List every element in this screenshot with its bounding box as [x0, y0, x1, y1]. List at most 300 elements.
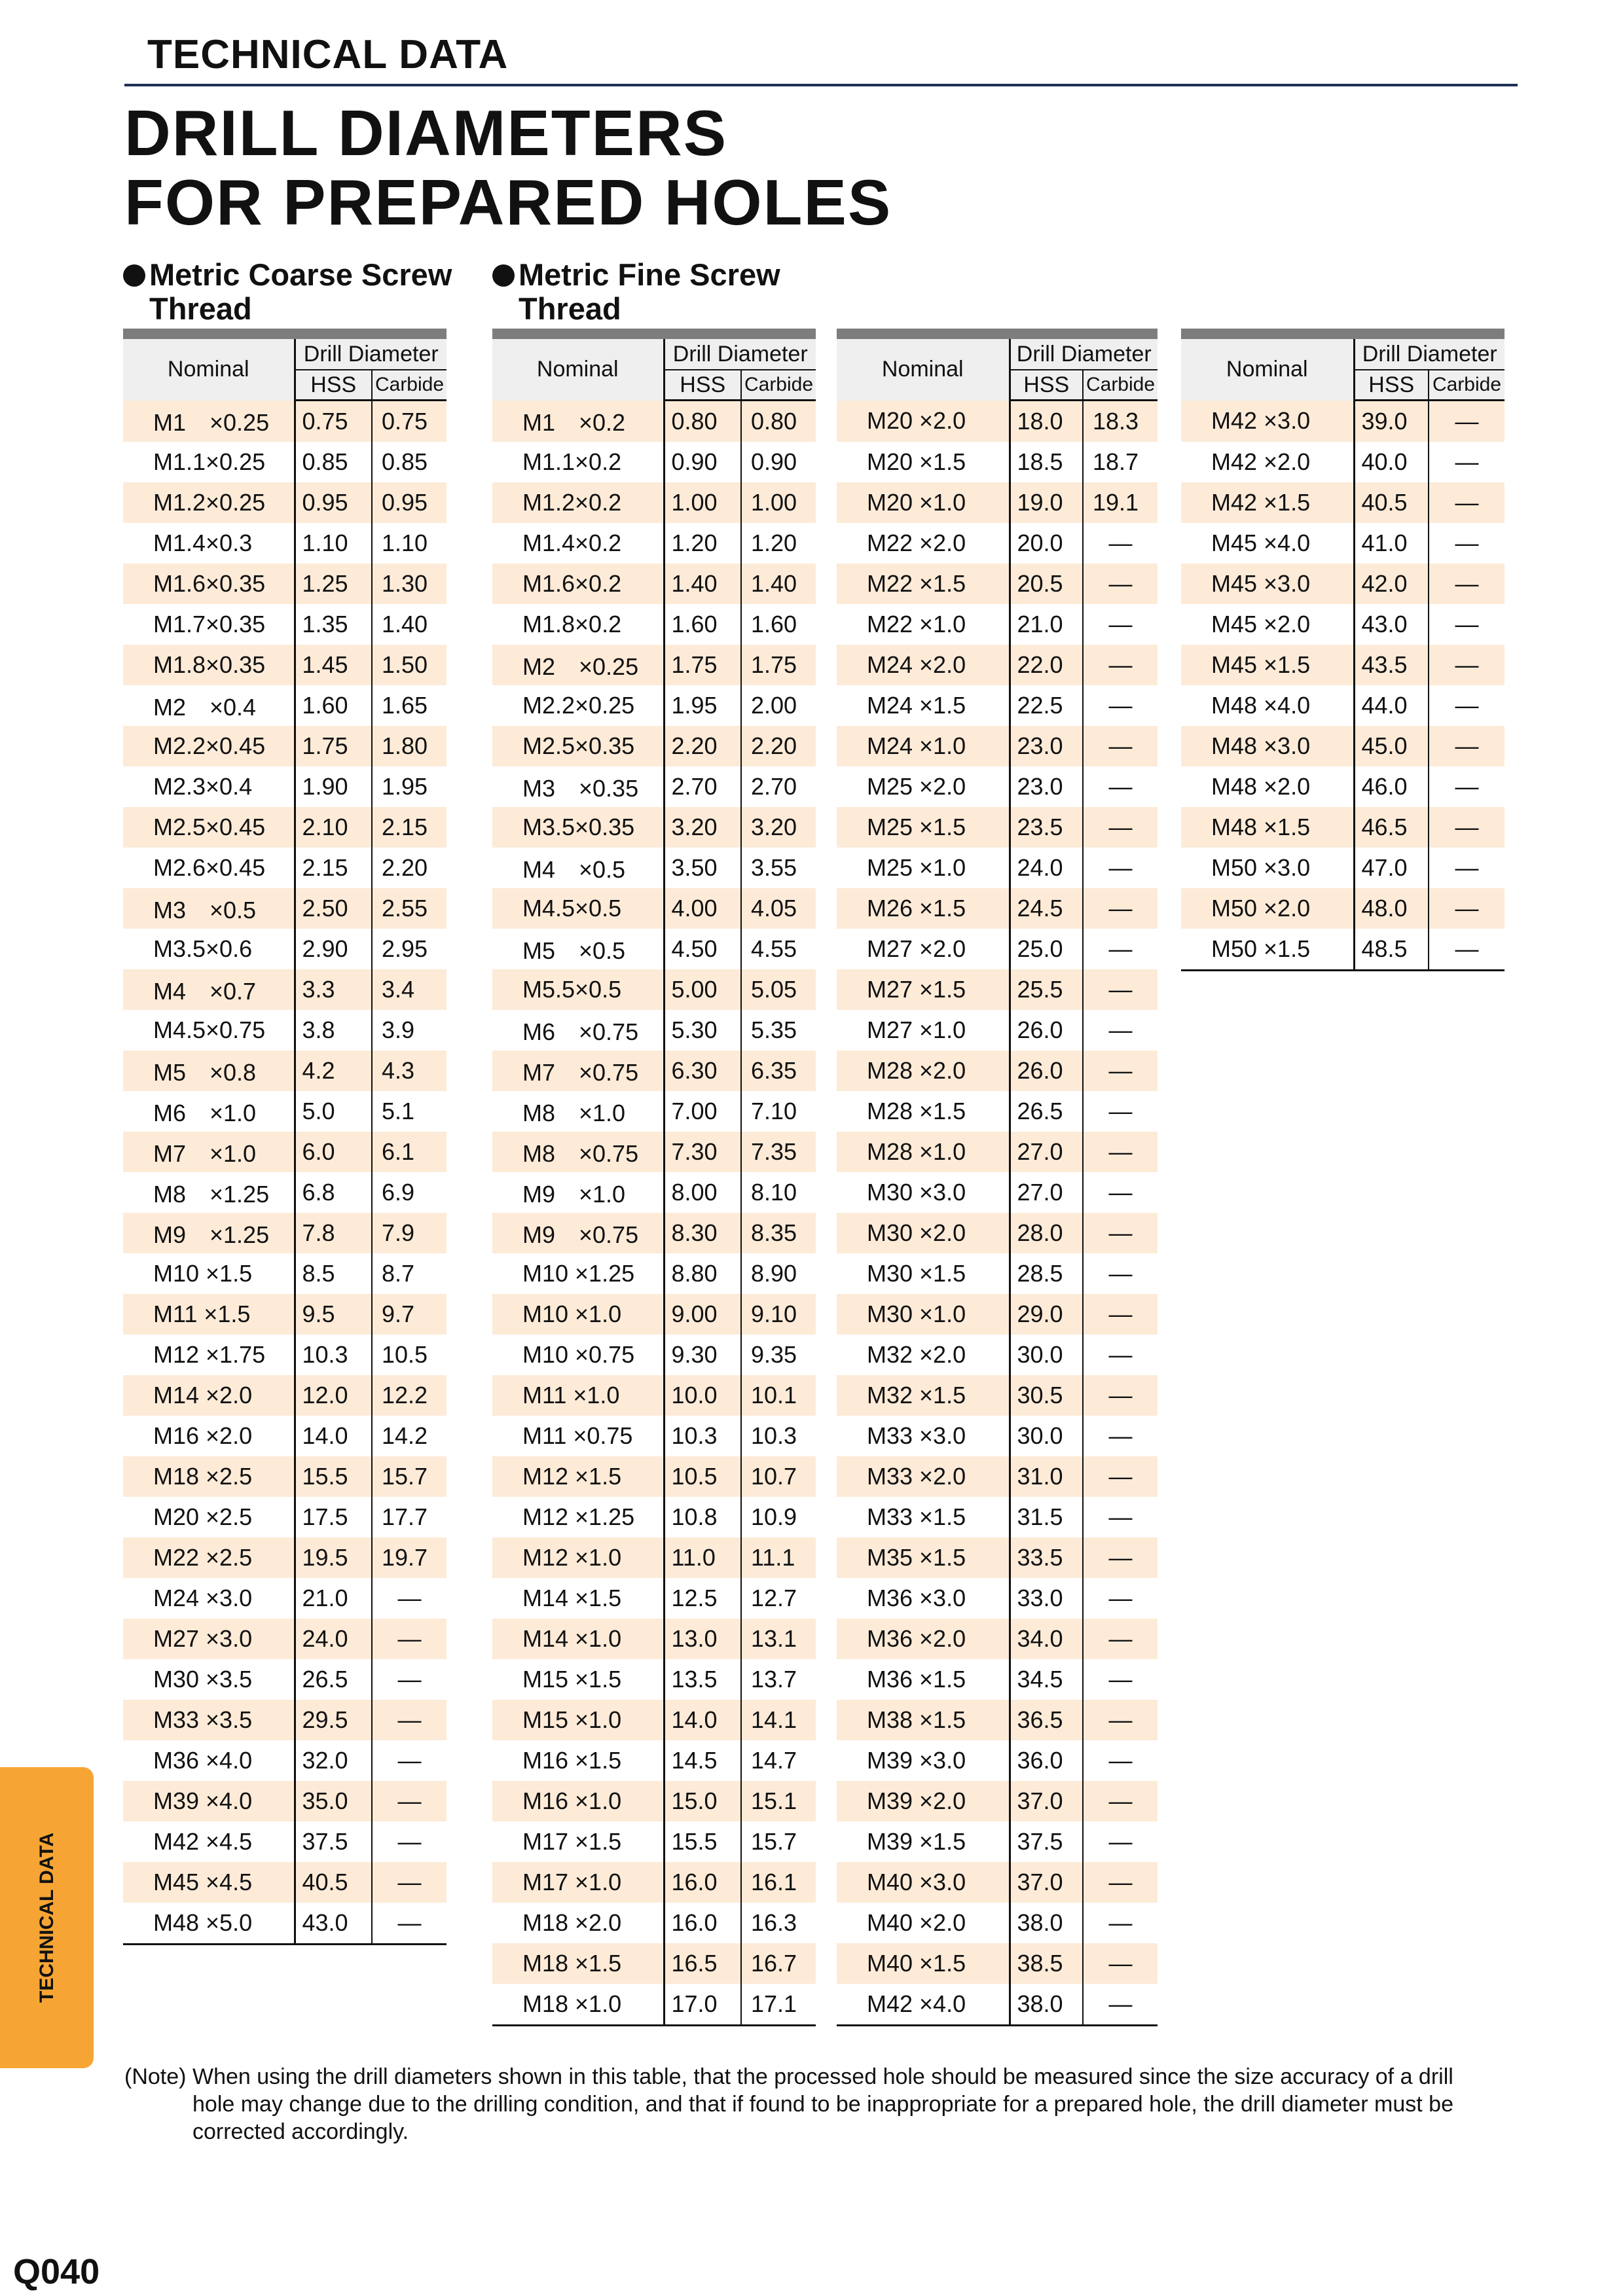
column-header-hss: HSS [295, 370, 372, 401]
carbide-cell: 17.1 [741, 1984, 816, 2026]
nominal-cell: M1 ×0.25 [123, 401, 295, 442]
nominal-cell: M28 ×1.5 [837, 1091, 1010, 1132]
carbide-cell: — [1083, 807, 1158, 848]
table-row [837, 848, 1158, 888]
carbide-cell: 12.7 [751, 1585, 797, 1611]
hss-cell: 43.0 [295, 1903, 372, 1945]
carbide-cell: 2.00 [751, 692, 797, 719]
nominal-cell: M48 ×5.0 [123, 1903, 295, 1945]
hss-cell: 12.5 [664, 1578, 741, 1619]
nominal-cell: M33 ×3.5 [123, 1700, 295, 1740]
carbide-cell: — [1083, 1294, 1158, 1335]
carbide-cell: 8.90 [751, 1260, 797, 1287]
nominal-cell: M33 ×2.0 [837, 1456, 1010, 1497]
hss-cell: 15.5 [295, 1456, 372, 1497]
table-row [837, 645, 1158, 685]
bullet-icon [492, 264, 515, 287]
column-header-hss: HSS [1354, 370, 1429, 401]
hss-cell: 4.00 [664, 888, 741, 929]
carbide-cell: — [1108, 1909, 1133, 1936]
hss-cell: 37.5 [1010, 1821, 1083, 1862]
hss-cell: 2.20 [664, 726, 741, 766]
nominal-cell: M18 ×1.5 [492, 1943, 664, 1984]
hss-cell: 13.0 [664, 1619, 741, 1659]
table-row [837, 1619, 1158, 1659]
hss-cell: 2.10 [295, 807, 372, 848]
nominal-cell: M48 ×2.0 [1181, 766, 1354, 807]
carbide-cell: — [397, 1666, 422, 1693]
carbide-cell: 0.90 [751, 448, 797, 475]
nominal-cell: M15 ×1.0 [492, 1700, 664, 1740]
hss-cell: 1.35 [295, 604, 372, 645]
hss-cell: 14.5 [664, 1740, 741, 1781]
nominal-cell: M10 ×0.75 [492, 1335, 664, 1375]
carbide-cell: 2.20 [382, 854, 428, 881]
carbide-cell: 1.40 [382, 611, 428, 637]
nominal-cell: M1.6×0.35 [123, 564, 295, 604]
hss-cell: 5.0 [295, 1091, 372, 1132]
hss-cell: 10.5 [664, 1456, 741, 1497]
nominal-cell: M27 ×3.0 [123, 1619, 295, 1659]
table-row [837, 1578, 1158, 1619]
table-row [837, 1213, 1158, 1253]
hss-cell: 41.0 [1354, 523, 1429, 564]
nominal-cell: M27 ×2.0 [837, 929, 1010, 969]
nominal-cell: M9 ×1.0 [492, 1172, 664, 1213]
nominal-cell: M1.1×0.25 [123, 442, 295, 482]
carbide-cell: — [1108, 1828, 1133, 1855]
table-row [123, 1456, 447, 1497]
carbide-cell: — [1429, 482, 1504, 523]
table-row [1181, 564, 1504, 604]
nominal-cell: M39 ×2.0 [837, 1781, 1010, 1821]
carbide-cell: — [1429, 888, 1504, 929]
nominal-cell: M25 ×1.0 [837, 848, 1010, 888]
hss-cell: 9.5 [295, 1294, 372, 1335]
hss-cell: 42.0 [1354, 564, 1429, 604]
table-row [492, 442, 816, 482]
hss-cell: 0.85 [295, 442, 372, 482]
carbide-cell: — [1108, 1422, 1133, 1449]
table-row [837, 1537, 1158, 1578]
carbide-cell: — [1455, 692, 1479, 719]
carbide-cell: 16.3 [751, 1909, 797, 1936]
carbide-cell: 4.3 [372, 1050, 447, 1091]
hss-cell: 24.0 [295, 1619, 372, 1659]
table-top-bar [1181, 329, 1504, 339]
table-row [492, 1172, 816, 1213]
hss-cell: 16.0 [664, 1903, 741, 1943]
column-header-nominal: Nominal [123, 339, 295, 401]
carbide-cell: — [1429, 564, 1504, 604]
nominal-cell: M3 ×0.5 [123, 888, 295, 929]
carbide-cell: — [1083, 888, 1158, 929]
table-top-bar [837, 329, 1158, 339]
nominal-cell: M2 ×0.4 [123, 685, 295, 726]
table-row [1181, 848, 1504, 888]
table-row [492, 848, 816, 888]
table-row [492, 1862, 816, 1903]
table-row [837, 766, 1158, 807]
hss-cell: 20.5 [1010, 564, 1083, 604]
hss-cell: 3.3 [295, 969, 372, 1010]
drill-table [837, 329, 1158, 2026]
carbide-cell: 10.3 [751, 1422, 797, 1449]
nominal-cell: M3.5×0.35 [492, 807, 664, 848]
hss-cell: 2.15 [295, 848, 372, 888]
nominal-cell: M16 ×2.0 [123, 1416, 295, 1456]
table-row [837, 1700, 1158, 1740]
coarse-heading-line1: Metric Coarse Screw [149, 257, 452, 292]
nominal-cell: M10 ×1.5 [123, 1253, 295, 1294]
carbide-cell: 5.05 [741, 969, 816, 1010]
table-row [492, 564, 816, 604]
table-row [837, 1253, 1158, 1294]
nominal-cell: M5 ×0.8 [123, 1050, 295, 1091]
hss-cell: 14.0 [295, 1416, 372, 1456]
table-row [492, 1984, 816, 2026]
carbide-cell: 11.1 [741, 1537, 816, 1578]
hss-cell: 9.00 [664, 1294, 741, 1335]
hss-cell: 38.5 [1010, 1943, 1083, 1984]
table-row [837, 807, 1158, 848]
table-row [123, 645, 447, 685]
carbide-cell: 14.2 [382, 1422, 428, 1449]
side-tab[interactable] [0, 1767, 94, 2068]
nominal-cell: M2 ×0.25 [492, 645, 664, 685]
hss-cell: 7.00 [664, 1091, 741, 1132]
table-row [1181, 766, 1504, 807]
carbide-cell: 8.10 [751, 1179, 797, 1206]
carbide-cell: — [1108, 1179, 1133, 1206]
table-row [837, 888, 1158, 929]
carbide-cell: 8.35 [741, 1213, 816, 1253]
nominal-cell: M4 ×0.5 [492, 848, 664, 888]
carbide-cell: 3.4 [372, 969, 447, 1010]
nominal-cell: M30 ×3.5 [123, 1659, 295, 1700]
table-row [837, 1903, 1158, 1943]
hss-cell: 26.5 [1010, 1091, 1083, 1132]
table-row [492, 523, 816, 564]
carbide-cell: — [1455, 448, 1479, 475]
hss-cell: 3.20 [664, 807, 741, 848]
nominal-cell: M3 ×0.35 [492, 766, 664, 807]
carbide-cell: — [372, 1862, 447, 1903]
nominal-cell: M45 ×3.0 [1181, 564, 1354, 604]
carbide-cell: 0.75 [372, 401, 447, 442]
table-row [837, 1943, 1158, 1984]
hss-cell: 4.50 [664, 929, 741, 969]
carbide-cell: 7.9 [372, 1213, 447, 1253]
nominal-cell: M8 ×0.75 [492, 1132, 664, 1172]
carbide-cell: — [1083, 1050, 1158, 1091]
nominal-cell: M4 ×0.7 [123, 969, 295, 1010]
carbide-cell: 18.7 [1093, 448, 1139, 475]
nominal-cell: M1.4×0.2 [492, 523, 664, 564]
carbide-cell: — [1108, 692, 1133, 719]
hss-cell: 2.50 [295, 888, 372, 929]
table-row [1181, 442, 1504, 482]
carbide-cell: 3.20 [741, 807, 816, 848]
nominal-cell: M1.2×0.2 [492, 482, 664, 523]
column-header-nominal: Nominal [837, 339, 1010, 401]
nominal-cell: M32 ×2.0 [837, 1335, 1010, 1375]
carbide-cell: 0.85 [382, 448, 428, 475]
hss-cell: 40.5 [1354, 482, 1429, 523]
nominal-cell: M2.5×0.35 [492, 726, 664, 766]
table-row [1181, 685, 1504, 726]
hss-cell: 30.0 [1010, 1335, 1083, 1375]
hss-cell: 45.0 [1354, 726, 1429, 766]
table-row [123, 929, 447, 969]
nominal-cell: M5 ×0.5 [492, 929, 664, 969]
nominal-cell: M10 ×1.25 [492, 1253, 664, 1294]
nominal-cell: M1 ×0.2 [492, 401, 664, 442]
carbide-cell: — [1108, 1666, 1133, 1693]
table-row [123, 401, 447, 442]
hss-cell: 36.5 [1010, 1700, 1083, 1740]
carbide-cell: — [1455, 611, 1479, 637]
hss-cell: 38.0 [1010, 1903, 1083, 1943]
table-row [492, 1821, 816, 1862]
coarse-heading [123, 258, 452, 326]
hss-cell: 1.75 [295, 726, 372, 766]
nominal-cell: M7 ×0.75 [492, 1050, 664, 1091]
table-row [123, 1253, 447, 1294]
hss-cell: 6.30 [664, 1050, 741, 1091]
table-row [123, 1862, 447, 1903]
footnote-label: (Note) [124, 2064, 187, 2089]
table-row [123, 1335, 447, 1375]
nominal-cell: M39 ×3.0 [837, 1740, 1010, 1781]
column-header-hss: HSS [664, 370, 741, 401]
nominal-cell: M28 ×1.0 [837, 1132, 1010, 1172]
fine-heading-line2: Thread [519, 291, 621, 326]
table-row [123, 1740, 447, 1781]
nominal-cell: M1.4×0.3 [123, 523, 295, 564]
carbide-cell: 4.55 [751, 935, 797, 962]
carbide-cell: 1.65 [382, 692, 428, 719]
column-header-hss: HSS [1010, 370, 1083, 401]
hss-cell: 30.0 [1010, 1416, 1083, 1456]
carbide-cell: 15.7 [751, 1828, 797, 1855]
table-row [837, 1984, 1158, 2026]
table-top-bar [123, 329, 447, 339]
carbide-cell: — [1429, 726, 1504, 766]
carbide-cell: — [1429, 401, 1504, 442]
table-row [123, 1700, 447, 1740]
table-row [492, 1335, 816, 1375]
hss-cell: 31.5 [1010, 1497, 1083, 1537]
column-header-carbide: Carbide [372, 370, 447, 401]
hss-cell: 4.2 [295, 1050, 372, 1091]
hss-cell: 1.90 [295, 766, 372, 807]
nominal-cell: M35 ×1.5 [837, 1537, 1010, 1578]
hss-cell: 34.5 [1010, 1659, 1083, 1700]
table-row [837, 1294, 1158, 1335]
carbide-cell: 5.35 [751, 1016, 797, 1043]
hss-cell: 7.8 [295, 1213, 372, 1253]
nominal-cell: M9 ×1.25 [123, 1213, 295, 1253]
hss-cell: 11.0 [664, 1537, 741, 1578]
table-row [123, 807, 447, 848]
carbide-cell: 5.1 [382, 1098, 415, 1124]
carbide-cell: — [372, 1619, 447, 1659]
table-row [837, 1091, 1158, 1132]
carbide-cell: 19.1 [1083, 482, 1158, 523]
hss-cell: 1.40 [664, 564, 741, 604]
hss-cell: 21.0 [1010, 604, 1083, 645]
carbide-cell: 1.10 [382, 529, 428, 556]
nominal-cell: M20 ×1.5 [837, 442, 1010, 482]
carbide-cell: — [1108, 1341, 1133, 1368]
carbide-cell: 10.1 [741, 1375, 816, 1416]
table-row [837, 1132, 1158, 1172]
table-row [837, 1416, 1158, 1456]
table-row [123, 523, 447, 564]
table-row [123, 766, 447, 807]
table-row [492, 888, 816, 929]
nominal-cell: M1.6×0.2 [492, 564, 664, 604]
table-row [123, 969, 447, 1010]
hss-cell: 0.80 [664, 401, 741, 442]
table-row [492, 685, 816, 726]
table-row [492, 1619, 816, 1659]
nominal-cell: M9 ×0.75 [492, 1213, 664, 1253]
carbide-cell: — [1455, 854, 1479, 881]
carbide-cell: — [372, 1781, 447, 1821]
carbide-cell: 2.55 [372, 888, 447, 929]
hss-cell: 3.8 [295, 1010, 372, 1050]
carbide-cell: — [1083, 1619, 1158, 1659]
carbide-cell: — [1429, 929, 1504, 971]
carbide-cell: — [1108, 1503, 1133, 1530]
table-row [123, 1416, 447, 1456]
table-row [837, 604, 1158, 645]
hss-cell: 43.0 [1354, 604, 1429, 645]
carbide-cell: — [1083, 1943, 1158, 1984]
carbide-cell: — [1083, 1213, 1158, 1253]
carbide-cell: — [1108, 1098, 1133, 1124]
hss-cell: 19.5 [295, 1537, 372, 1578]
carbide-cell: 6.35 [741, 1050, 816, 1091]
nominal-cell: M48 ×1.5 [1181, 807, 1354, 848]
nominal-cell: M20 ×1.0 [837, 482, 1010, 523]
footnote-text: When using the drill diameters shown in this table, that the processed hole should be measured since the size accuracy of a drill hole may change due to the drilling condition, and that if found to be inappropriate for a prepared hole, the drill diameter must be corrected accordingly. [192, 2064, 1453, 2144]
carbide-cell: 0.95 [372, 482, 447, 523]
carbide-cell: 1.20 [751, 529, 797, 556]
hss-cell: 48.5 [1354, 929, 1429, 971]
table-row [123, 1578, 447, 1619]
hss-cell: 27.0 [1010, 1172, 1083, 1213]
table-row [837, 1740, 1158, 1781]
hss-cell: 28.5 [1010, 1253, 1083, 1294]
table-row [1181, 604, 1504, 645]
table-row [837, 969, 1158, 1010]
nominal-cell: M27 ×1.5 [837, 969, 1010, 1010]
column-header-nominal: Nominal [1181, 339, 1354, 401]
hss-cell: 46.5 [1354, 807, 1429, 848]
hss-cell: 44.0 [1354, 685, 1429, 726]
nominal-cell: M40 ×3.0 [837, 1862, 1010, 1903]
nominal-cell: M22 ×2.5 [123, 1537, 295, 1578]
nominal-cell: M39 ×1.5 [837, 1821, 1010, 1862]
carbide-cell: — [1108, 854, 1133, 881]
table-row [123, 726, 447, 766]
table-row [492, 1375, 816, 1416]
carbide-cell: — [397, 1747, 422, 1774]
hss-cell: 1.60 [664, 604, 741, 645]
table-row [492, 1537, 816, 1578]
nominal-cell: M7 ×1.0 [123, 1132, 295, 1172]
nominal-cell: M30 ×1.0 [837, 1294, 1010, 1335]
hss-cell: 30.5 [1010, 1375, 1083, 1416]
nominal-cell: M22 ×1.0 [837, 604, 1010, 645]
carbide-cell: 1.40 [741, 564, 816, 604]
carbide-cell: 2.15 [372, 807, 447, 848]
carbide-cell: 16.1 [741, 1862, 816, 1903]
hss-cell: 16.0 [664, 1862, 741, 1903]
carbide-cell: — [1108, 529, 1133, 556]
hss-cell: 18.5 [1010, 442, 1083, 482]
table-row [837, 482, 1158, 523]
carbide-cell: 9.35 [751, 1341, 797, 1368]
nominal-cell: M2.5×0.45 [123, 807, 295, 848]
table-row [492, 766, 816, 807]
hss-cell: 1.75 [664, 645, 741, 685]
carbide-cell: — [1455, 529, 1479, 556]
table-row [123, 1659, 447, 1700]
table-row [123, 1781, 447, 1821]
table-row [837, 1781, 1158, 1821]
carbide-cell: 10.9 [751, 1503, 797, 1530]
table-row [123, 1010, 447, 1050]
table-row [492, 726, 816, 766]
nominal-cell: M4.5×0.75 [123, 1010, 295, 1050]
hss-cell: 28.0 [1010, 1213, 1083, 1253]
table-row [123, 564, 447, 604]
hss-cell: 6.0 [295, 1132, 372, 1172]
carbide-cell: — [1083, 564, 1158, 604]
hss-cell: 14.0 [664, 1700, 741, 1740]
table-row [492, 1943, 816, 1984]
nominal-cell: M1.7×0.35 [123, 604, 295, 645]
table-row [123, 685, 447, 726]
hss-cell: 0.95 [295, 482, 372, 523]
hss-cell: 36.0 [1010, 1740, 1083, 1781]
table-row [837, 1456, 1158, 1497]
carbide-cell: 3.9 [382, 1016, 415, 1043]
hss-cell: 29.0 [1010, 1294, 1083, 1335]
table-row [492, 1050, 816, 1091]
carbide-cell: 14.1 [741, 1700, 816, 1740]
table-row [492, 1456, 816, 1497]
carbide-cell: — [1455, 773, 1479, 800]
carbide-cell: 1.80 [372, 726, 447, 766]
hss-cell: 18.0 [1010, 401, 1083, 442]
nominal-cell: M12 ×1.0 [492, 1537, 664, 1578]
table-row [837, 1821, 1158, 1862]
table-row [837, 1335, 1158, 1375]
hss-cell: 8.30 [664, 1213, 741, 1253]
hss-cell: 33.0 [1010, 1578, 1083, 1619]
table-row [492, 1253, 816, 1294]
column-header-nominal: Nominal [492, 339, 664, 401]
nominal-cell: M17 ×1.0 [492, 1862, 664, 1903]
table-row [1181, 523, 1504, 564]
carbide-cell: 15.7 [372, 1456, 447, 1497]
carbide-cell: — [1083, 1132, 1158, 1172]
